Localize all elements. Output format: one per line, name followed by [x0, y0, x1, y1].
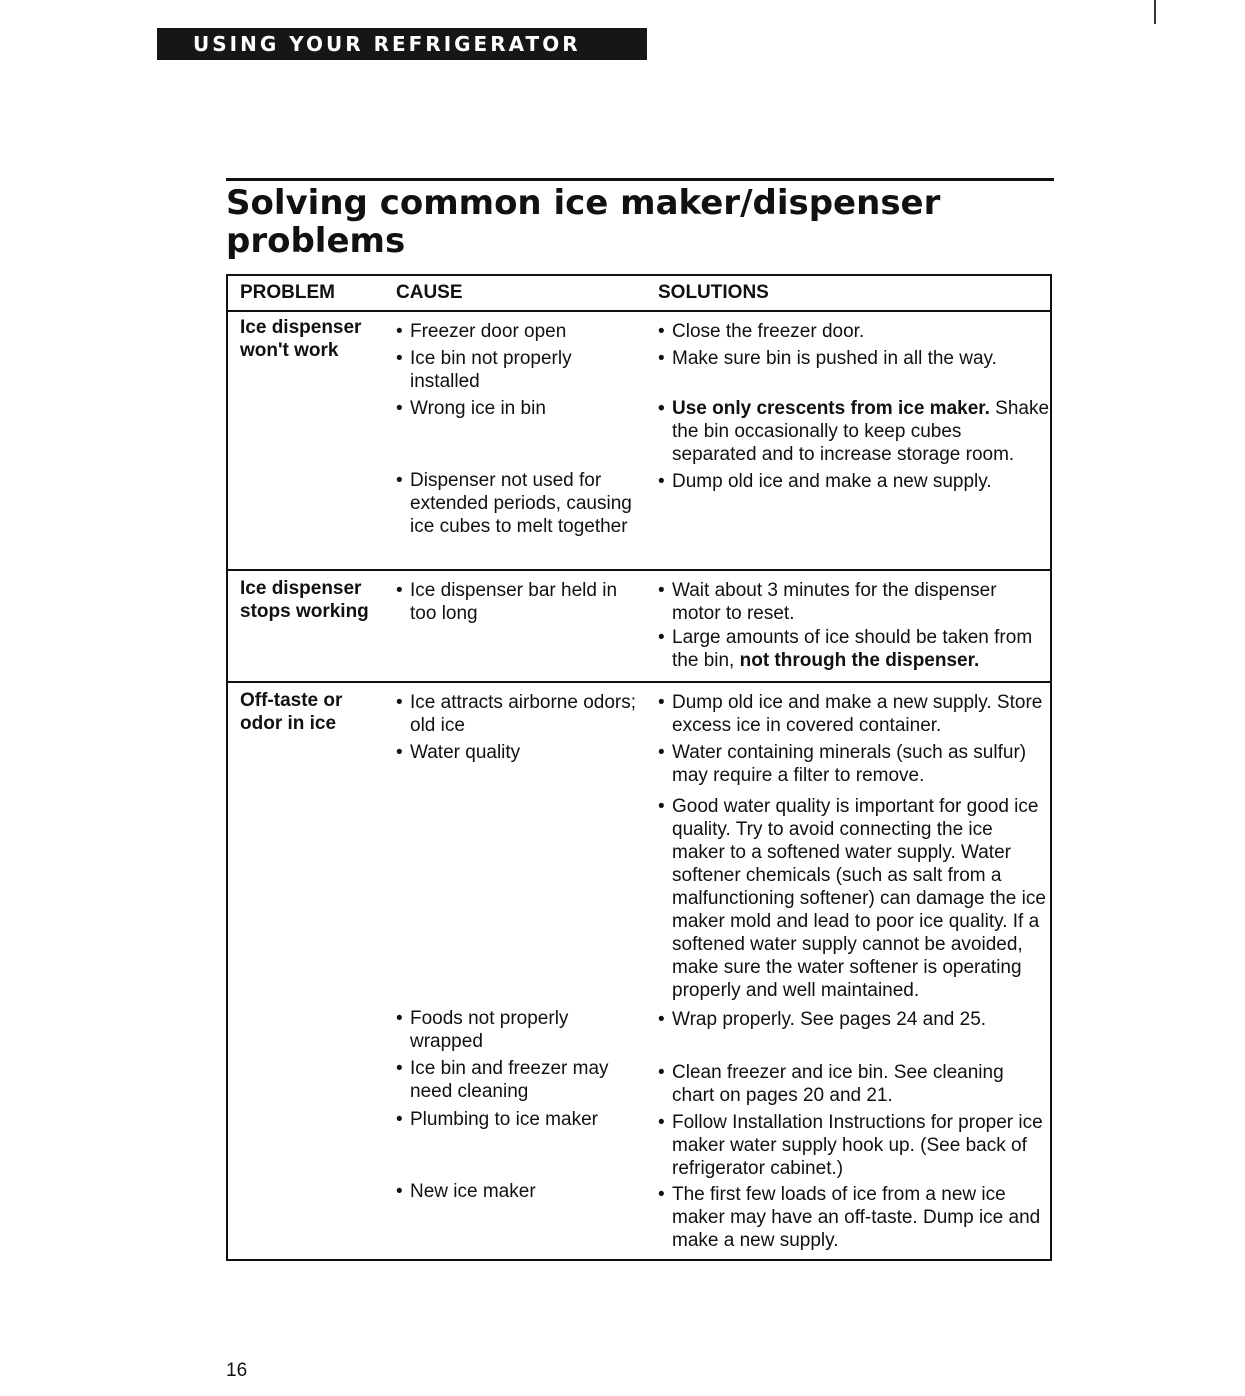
bullet: •: [658, 1009, 665, 1030]
bullet: •: [658, 1184, 665, 1205]
solution-item: • Follow Installation Instructions for proper ice maker water supply hook up. (See back of refrigerator cabinet.): [658, 1112, 1043, 1179]
troubleshooting-table: [226, 274, 1052, 1261]
title-rule: [226, 178, 1054, 181]
table-row: [228, 312, 1050, 571]
bullet: •: [658, 1062, 665, 1083]
solution-item: • Wrap properly. See pages 24 and 25.: [658, 1009, 987, 1030]
solution-item: • Dump old ice and make a new supply.: [658, 471, 992, 492]
solution-item: • Use only crescents from ice maker. Shake the bin occasionally to keep cubes separated and to increase storage room.: [658, 398, 1050, 465]
bullet: •: [396, 398, 403, 419]
bullet: •: [658, 627, 665, 648]
cause-item: • Plumbing to ice maker: [396, 1109, 598, 1130]
bullet: •: [658, 692, 665, 713]
solution-emphasis: not through the dispenser.: [739, 650, 980, 671]
bullet: •: [658, 321, 665, 342]
bullet: •: [658, 398, 665, 419]
solution-item: • Large amounts of ice should be taken from the bin, not through the dispenser.: [658, 627, 1033, 671]
bullet: •: [658, 1112, 665, 1133]
bullet: •: [396, 321, 403, 342]
bullet: •: [658, 471, 665, 492]
cause-item: • Ice dispenser bar held in too long: [396, 580, 618, 624]
bullet: •: [396, 1008, 403, 1029]
solution-item: • Dump old ice and make a new supply. Store excess ice in covered container.: [658, 692, 1043, 736]
problem-label: Off-taste or odor in ice: [240, 690, 343, 734]
problem-label: Ice dispenser stops working: [240, 578, 369, 622]
cause-item: • Ice attracts airborne odors; old ice: [396, 692, 636, 736]
table-row: [228, 571, 1050, 683]
bullet: •: [658, 348, 665, 369]
solution-item: • Make sure bin is pushed in all the way.: [658, 348, 997, 369]
corner-crop-mark: [1154, 0, 1156, 24]
bullet: •: [658, 796, 665, 817]
bullet: •: [396, 1058, 403, 1079]
column-header-problem: PROBLEM: [240, 282, 335, 303]
cause-item: • Water quality: [396, 742, 521, 763]
cause-item: • Ice bin not properly installed: [396, 348, 572, 392]
column-header-cause: CAUSE: [396, 282, 463, 303]
cause-item: • Foods not properly wrapped: [396, 1008, 569, 1052]
solution-item: • The first few loads of ice from a new ice maker may have an off-taste. Dump ice and make a new supply.: [658, 1184, 1041, 1251]
bullet: •: [396, 742, 403, 763]
section-header-bar: USING YOUR REFRIGERATOR: [157, 28, 647, 60]
cause-item: • Ice bin and freezer may need cleaning: [396, 1058, 609, 1102]
bullet: •: [396, 692, 403, 713]
bullet: •: [396, 580, 403, 601]
bullet: •: [396, 1109, 403, 1130]
bullet: •: [396, 348, 403, 369]
cause-item: • Freezer door open: [396, 321, 567, 342]
problem-label: Ice dispenser won't work: [240, 317, 362, 361]
cause-item: • Wrong ice in bin: [396, 398, 546, 419]
bullet: •: [658, 742, 665, 763]
solution-item: • Clean freezer and ice bin. See cleaning chart on pages 20 and 21.: [658, 1062, 1004, 1106]
table-row: [228, 683, 1050, 1259]
column-header-solutions: SOLUTIONS: [658, 282, 769, 303]
bullet: •: [658, 580, 665, 601]
solution-emphasis: Use only crescents from ice maker.: [672, 398, 990, 419]
cause-item: • New ice maker: [396, 1181, 536, 1202]
table-header-row: [228, 276, 1050, 312]
page-title: Solving common ice maker/dispenser problems: [226, 183, 941, 261]
solution-item: • Close the freezer door.: [658, 321, 865, 342]
solution-item: • Water containing minerals (such as sulfur) may require a filter to remove.: [658, 742, 1027, 786]
solution-item: • Wait about 3 minutes for the dispenser motor to reset.: [658, 580, 997, 624]
bullet: •: [396, 1181, 403, 1202]
page-number: 16: [226, 1360, 248, 1381]
cause-item: • Dispenser not used for extended periods, causing ice cubes to melt together: [396, 470, 632, 537]
bullet: •: [396, 470, 403, 491]
solution-item: • Good water quality is important for good ice quality. Try to avoid connecting the ice maker to a softened water supply. Water softener chemicals (such as salt from a malfunctioning softener) can damage the ice maker mold and lead to poor ice quality. If a softened water supply cannot be avoided, make sure the water softener is operating properly and well maintained.: [658, 796, 1046, 1001]
